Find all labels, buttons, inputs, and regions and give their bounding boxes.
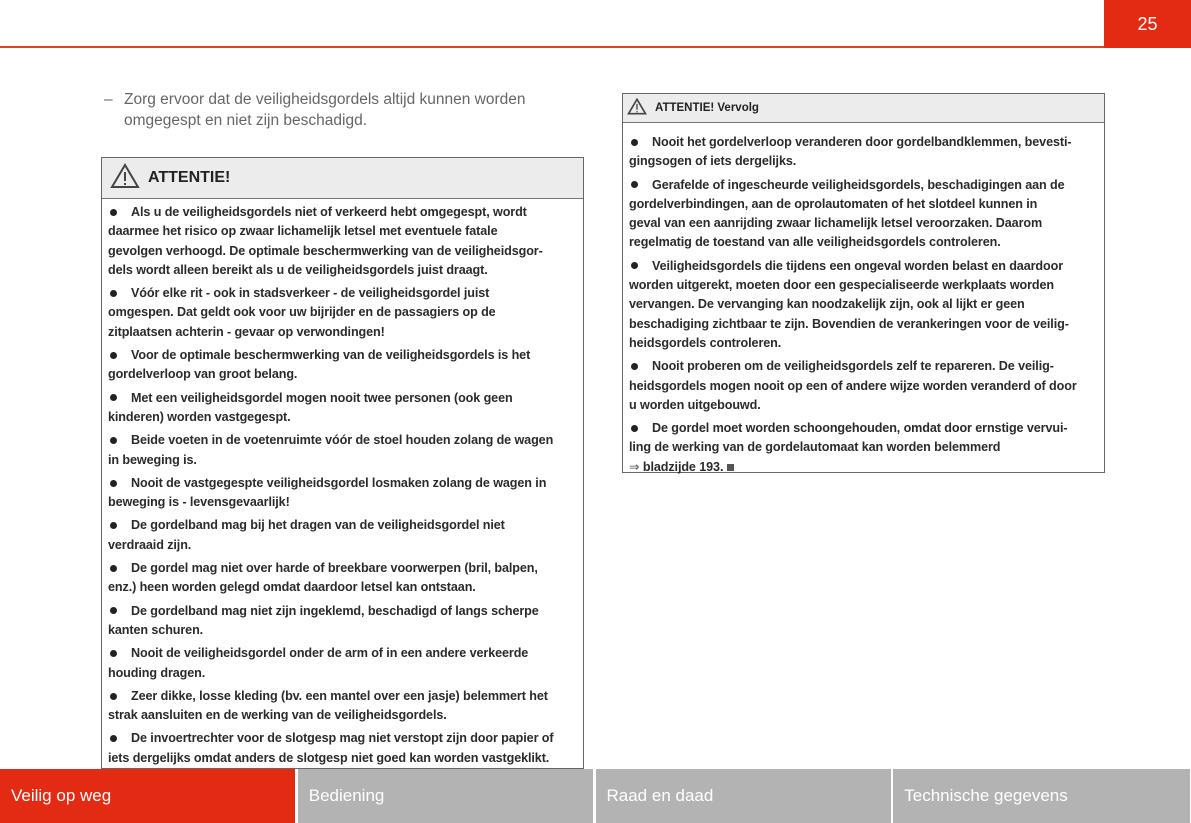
- bullet-text: houding dragen.: [108, 665, 206, 680]
- bullet-line: [108, 389, 577, 408]
- bullet-text: dels wordt alleen bereikt als u de veiligheidsgordels juist draagt.: [108, 262, 488, 277]
- page-number: 25: [1104, 0, 1191, 48]
- warning-list: [623, 123, 1104, 458]
- bullet-line: [629, 334, 1098, 353]
- bullet-item: [108, 389, 577, 428]
- bullet-item: [108, 559, 577, 598]
- bullet-text: strak aansluiten en de werking van de veiligheidsgordels.: [108, 708, 447, 723]
- bullet-line: [108, 578, 577, 597]
- bullet-text: De invoertrechter voor de slotgesp mag niet verstopt zijn door papier of: [131, 731, 554, 746]
- bullet-text: Nooit proberen om de veiligheidsgordels zelf te repareren. De veilig-: [652, 359, 1054, 374]
- bullet-line: [108, 474, 577, 493]
- arrow-icon: ⇒: [629, 459, 640, 474]
- bullet-text: beschadiging zichtbaar te zijn. Bovendien de verankeringen voor de veilig-: [629, 316, 1069, 331]
- bullet-text: Nooit het gordelverloop veranderen door gordelbandklemmen, bevesti-: [652, 135, 1072, 149]
- bullet-line: [108, 346, 577, 365]
- bullet-icon: [110, 522, 117, 529]
- warning-title: ATTENTIE!: [148, 169, 231, 186]
- bullet-item: [108, 729, 577, 768]
- bullet-line: [108, 706, 577, 725]
- bullet-line: [108, 664, 577, 683]
- bullet-text: gordelverloop van groot belang.: [108, 367, 298, 382]
- bullet-icon: [631, 139, 638, 146]
- bullet-item: [108, 431, 577, 470]
- bullet-text: De gordel mag niet over harde of breekbare voorwerpen (bril, balpen,: [131, 561, 538, 576]
- bullet-line: [629, 233, 1098, 252]
- bullet-item: [108, 203, 577, 280]
- bullet-line: [108, 749, 577, 768]
- bullet-text: kinderen) worden vastgegespt.: [108, 409, 291, 424]
- bullet-text: Nooit de vastgegespte veiligheidsgordel losmaken zolang de wagen in: [131, 475, 547, 490]
- bullet-text: Met een veiligheidsgordel mogen nooit twee personen (ook geen: [131, 390, 513, 405]
- bullet-line: [108, 687, 577, 706]
- bullet-line: [629, 419, 1098, 438]
- bullet-item: [108, 687, 577, 726]
- bullet-text: Gerafelde of ingescheurde veiligheidsgordels, beschadigingen aan de: [652, 177, 1065, 192]
- bullet-icon: [110, 209, 117, 216]
- bullet-text: Veiligheidsgordels die tijdens een ongeval worden belast en daardoor: [652, 258, 1063, 273]
- bullet-item: [629, 133, 1098, 172]
- bullet-item: [108, 346, 577, 385]
- bullet-text: regelmatig de toestand van alle veiligheidsgordels controleren.: [629, 235, 1001, 250]
- bullet-item: [108, 284, 577, 342]
- header-rule: [0, 46, 1104, 48]
- bullet-line: [108, 621, 577, 640]
- bullet-text: Beide voeten in de voetenruimte vóór de stoel houden zolang de wagen: [131, 433, 554, 448]
- end-square-icon: [727, 464, 734, 471]
- bullet-line: [629, 276, 1098, 295]
- bullet-text: beweging is - levensgevaarlijk!: [108, 495, 290, 510]
- bullet-line: [629, 377, 1098, 396]
- bullet-text: Als u de veiligheidsgordels niet of verkeerd hebt omgegespt, wordt: [131, 205, 527, 219]
- bullet-text: heidsgordels controleren.: [629, 335, 782, 350]
- bullet-text: gevolgen verhoogd. De optimale beschermwerking van de veiligheidsgor-: [108, 243, 543, 258]
- bullet-text: u worden uitgebouwd.: [629, 397, 761, 412]
- page-reference[interactable]: [623, 458, 1104, 477]
- bullet-text: in beweging is.: [108, 452, 197, 467]
- bullet-item: [108, 602, 577, 641]
- bullet-line: [108, 365, 577, 384]
- warning-title: ATTENTIE! Vervolg: [655, 102, 759, 114]
- warning-header: [102, 158, 583, 199]
- bullet-line: [108, 303, 577, 322]
- bullet-item: [108, 644, 577, 683]
- page-reference-text: bladzijde 193.: [642, 459, 724, 474]
- bullet-text: worden uitgerekt, moeten door een gespecialiseerde werkplaats worden: [629, 278, 1055, 293]
- bullet-item: [629, 419, 1098, 458]
- bullet-icon: [631, 425, 638, 432]
- bullet-line: [108, 536, 577, 555]
- bullet-text: Vóór elke rit - ook in stadsverkeer - de veiligheidsgordel juist: [131, 286, 490, 301]
- warning-box-continued: [622, 93, 1105, 473]
- bullet-text: vervangen. De vervanging kan noodzakelijk zijn, ook al lijkt er geen: [629, 297, 1025, 312]
- bullet-text: kanten schuren.: [108, 622, 204, 637]
- bullet-icon: [110, 607, 117, 614]
- bullet-icon: [110, 693, 117, 700]
- bullet-icon: [110, 565, 117, 572]
- bullet-icon: [631, 181, 638, 188]
- bullet-icon: [110, 480, 117, 487]
- bullet-line: [108, 644, 577, 663]
- bullet-text: enz.) heen worden gelegd omdat daardoor letsel kan ontstaan.: [108, 580, 476, 595]
- bullet-line: [629, 152, 1098, 171]
- bullet-text: Nooit de veiligheidsgordel onder de arm of in een andere verkeerde: [131, 646, 529, 661]
- intro-line: Zorg ervoor dat de veiligheidsgordels altijd kunnen worden: [124, 91, 526, 108]
- nav-tab[interactable]: Bediening: [298, 769, 593, 823]
- bullet-line: [108, 729, 577, 748]
- bullet-line: [629, 133, 1098, 152]
- bullet-item: [629, 257, 1098, 353]
- bullet-item: [629, 176, 1098, 253]
- bullet-line: [108, 261, 577, 280]
- nav-tab[interactable]: Veilig op weg: [0, 769, 295, 823]
- bullet-line: [108, 222, 577, 241]
- bullet-line: [108, 493, 577, 512]
- bullet-line: [629, 214, 1098, 233]
- bullet-line: [108, 203, 577, 222]
- bullet-icon: [110, 650, 117, 657]
- bullet-item: [629, 357, 1098, 415]
- bullet-text: Voor de optimale beschermwerking van de veiligheidsgordels is het: [131, 348, 531, 363]
- bullet-icon: [110, 290, 117, 297]
- warning-list: [102, 203, 583, 768]
- bullet-line: [629, 295, 1098, 314]
- dash-marker: –: [104, 91, 113, 108]
- bullet-line: [108, 408, 577, 427]
- bullet-line: [108, 431, 577, 450]
- bullet-icon: [110, 735, 117, 742]
- nav-tab[interactable]: Raad en daad: [596, 769, 891, 823]
- warning-triangle-icon: [110, 163, 140, 194]
- bullet-text: verdraaid zijn.: [108, 537, 192, 552]
- bullet-text: De gordelband mag bij het dragen van de veiligheidsgordel niet: [131, 518, 505, 533]
- bullet-text: Zeer dikke, losse kleding (bv. een mantel over een jasje) belemmert het: [131, 688, 548, 703]
- bullet-icon: [631, 262, 638, 269]
- warning-header: [623, 94, 1104, 123]
- bullet-line: [108, 284, 577, 303]
- nav-tab[interactable]: Technische gegevens: [893, 769, 1190, 823]
- bullet-icon: [110, 352, 117, 359]
- bullet-line: [629, 396, 1098, 415]
- bullet-line: [108, 242, 577, 261]
- bullet-line: [629, 195, 1098, 214]
- warning-triangle-icon: [627, 98, 647, 118]
- bullet-line: [108, 516, 577, 535]
- bullet-line: [629, 357, 1098, 376]
- bullet-line: [108, 451, 577, 470]
- bullet-text: iets dergelijks omdat anders de slotgesp niet goed kan worden vastgeklikt.: [108, 750, 550, 765]
- bullet-icon: [110, 437, 117, 444]
- bullet-icon: [110, 394, 117, 401]
- bullet-text: gingsogen of iets dergelijks.: [629, 154, 797, 169]
- bullet-text: omgespen. Dat geldt ook voor uw bijrijder en de passagiers op de: [108, 305, 496, 320]
- bullet-line: [629, 438, 1098, 457]
- warning-box: [101, 157, 584, 769]
- bullet-text: zitplaatsen achterin - gevaar op verwondingen!: [108, 324, 385, 339]
- bullet-text: De gordel moet worden schoongehouden, omdat door ernstige vervui-: [652, 421, 1068, 436]
- bullet-icon: [631, 363, 638, 370]
- bullet-line: [629, 176, 1098, 195]
- bullet-line: [108, 323, 577, 342]
- intro-text: [124, 89, 526, 131]
- bullet-text: gordelverbindingen, aan de oprolautomaten of het slotdeel kunnen in: [629, 196, 1038, 211]
- bullet-line: [108, 602, 577, 621]
- bullet-item: [108, 516, 577, 555]
- intro-line: omgegespt en niet zijn beschadigd.: [124, 112, 367, 129]
- bullet-line: [629, 257, 1098, 276]
- bullet-item: [108, 474, 577, 513]
- bullet-text: geval van een aanrijding zwaar lichamelijk letsel veroorzaken. Daarom: [629, 216, 1043, 231]
- bullet-text: De gordelband mag niet zijn ingeklemd, beschadigd of langs scherpe: [131, 603, 539, 618]
- bullet-line: [108, 559, 577, 578]
- bullet-text: daarmee het risico op zwaar lichamelijk letsel met eventuele fatale: [108, 224, 498, 239]
- bullet-text: heidsgordels mogen nooit op een of andere wijze worden veranderd of door: [629, 378, 1077, 393]
- bullet-text: ling de werking van de gordelautomaat kan worden belemmerd: [629, 440, 1001, 455]
- bullet-line: [629, 315, 1098, 334]
